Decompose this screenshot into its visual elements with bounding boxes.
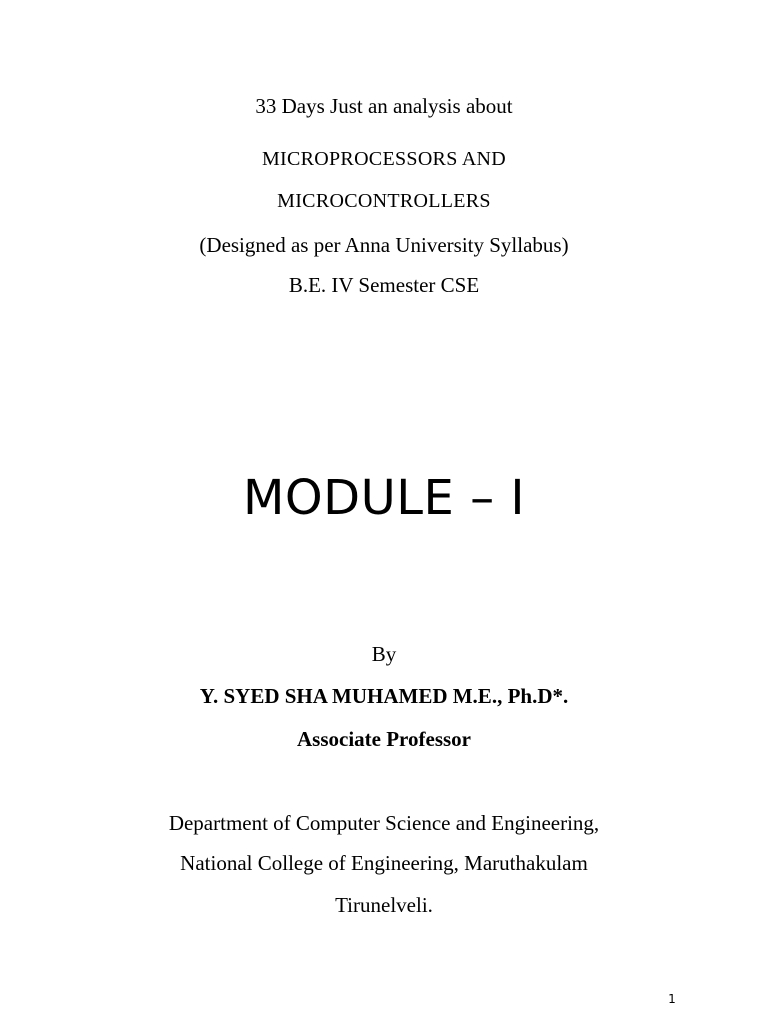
department-name: Department of Computer Science and Engineering, — [168, 811, 600, 835]
course-title-line-1: MICROPROCESSORS AND — [261, 148, 507, 170]
semester-label: B.E. IV Semester CSE — [288, 273, 480, 297]
city-name: Tirunelveli. — [335, 893, 433, 917]
course-title-line-2: MICROCONTROLLERS — [277, 190, 491, 212]
syllabus-note: (Designed as per Anna University Syllabus) — [199, 233, 569, 257]
author-designation: Associate Professor — [297, 727, 471, 751]
document-subtitle: 33 Days Just an analysis about — [255, 94, 513, 118]
college-name: National College of Engineering, Maruthakulam — [180, 851, 588, 875]
module-title: MODULE – I — [242, 470, 526, 526]
by-label: By — [371, 642, 397, 666]
author-name: Y. SYED SHA MUHAMED M.E., Ph.D*. — [199, 684, 569, 708]
page-number: 1 — [668, 992, 676, 1006]
